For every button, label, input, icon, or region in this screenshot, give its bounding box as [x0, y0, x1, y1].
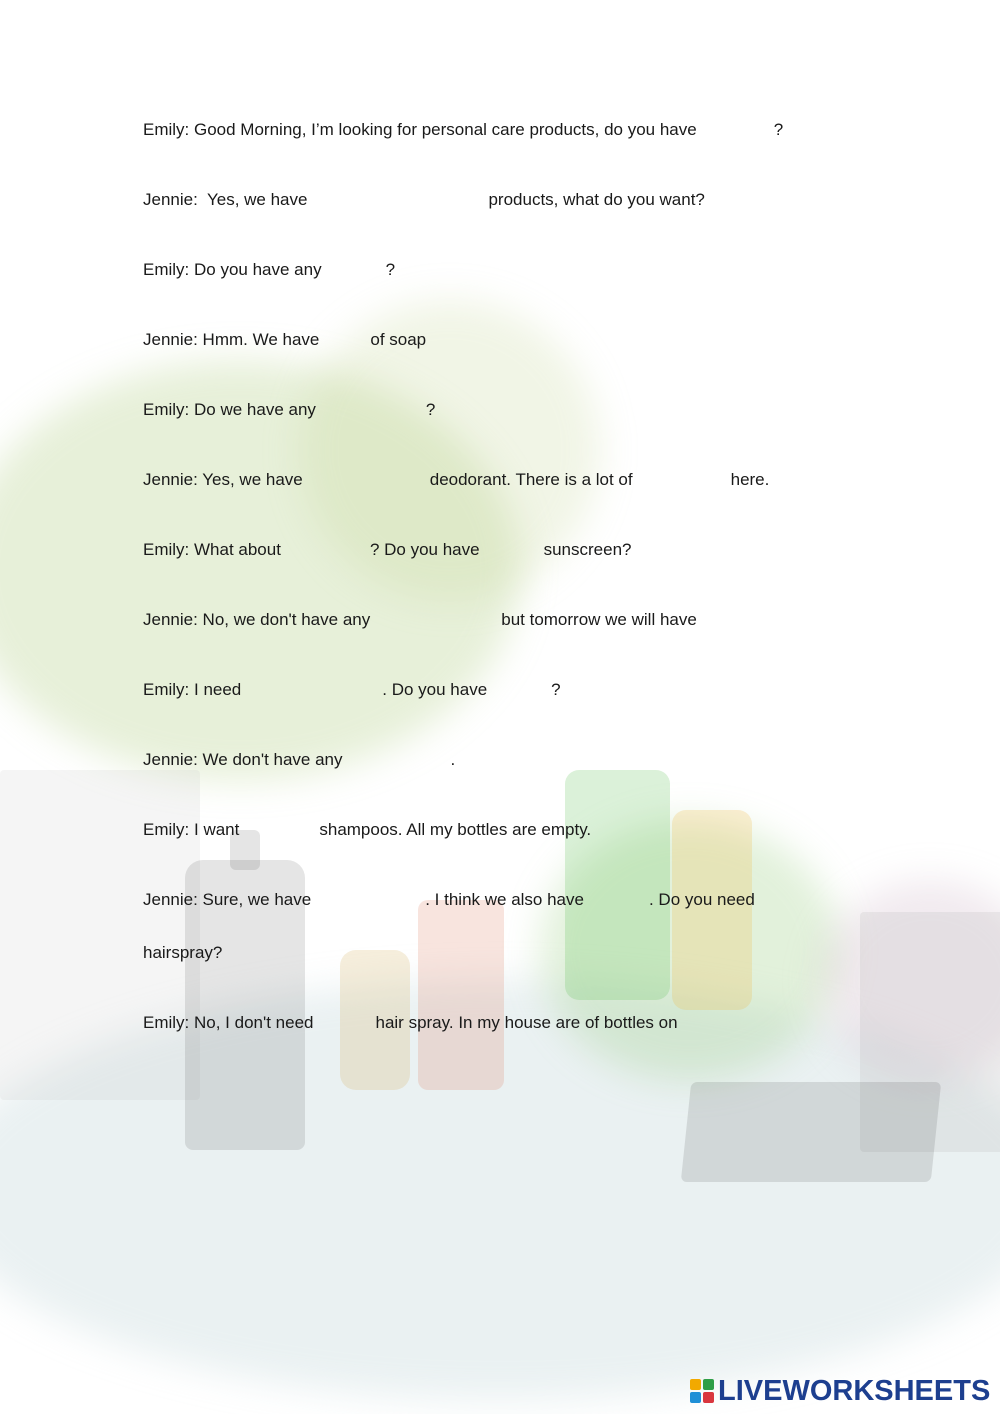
line-text: ? [425, 400, 436, 419]
line-text: . [450, 750, 456, 769]
line-text: . Do you have [382, 680, 488, 699]
dialogue-line [143, 890, 755, 910]
line-text: Emily: No, I don't need [143, 1013, 314, 1032]
dialogue-line [143, 260, 395, 280]
dialogue-line [143, 750, 455, 770]
line-text: here. [730, 470, 770, 489]
line-text: . Do you need [648, 890, 755, 909]
dialogue-line [143, 610, 767, 630]
dialogue-line [143, 540, 631, 560]
brand-name: LIVEWORKSHEETS [718, 1374, 991, 1407]
line-text: hair spray. In my house are of bottles on [375, 1013, 678, 1032]
line-text: but tomorrow we will have [501, 610, 697, 629]
dialogue-line [143, 1013, 678, 1033]
dialogue-line [143, 120, 783, 140]
line-text: ? Do you have [369, 540, 480, 559]
line-text: Emily: Do you have any [143, 260, 322, 279]
line-text: Jennie: We don't have any [143, 750, 343, 769]
line-text: hairspray? [143, 943, 223, 962]
dialogue-line [143, 190, 705, 210]
dialogue-line [143, 470, 769, 490]
line-text: Emily: What about [143, 540, 281, 559]
logo-squares-icon [690, 1379, 714, 1403]
liveworksheets-logo [690, 1374, 990, 1408]
line-text: products, what do you want? [488, 190, 705, 209]
line-text: Jennie: Hmm. We have [143, 330, 320, 349]
line-text: shampoos. All my bottles are empty. [319, 820, 592, 839]
dialogue-line [143, 820, 591, 840]
line-text: . I think we also have [425, 890, 584, 909]
line-text: Jennie: Sure, we have [143, 890, 312, 909]
line-text: ? [385, 260, 396, 279]
line-text: Emily: Do we have any [143, 400, 316, 419]
line-text: Jennie: Yes, we have [143, 190, 308, 209]
dialogue-line [143, 400, 435, 420]
line-text: ? [773, 120, 784, 139]
dialogue-line [143, 943, 222, 963]
line-text: Jennie: No, we don't have any [143, 610, 371, 629]
line-text: Jennie: Yes, we have [143, 470, 303, 489]
line-text: Emily: I want [143, 820, 240, 839]
line-text: of soap [370, 330, 427, 349]
line-text: ? [551, 680, 561, 699]
dialogue-line [143, 330, 426, 350]
line-text: sunscreen? [543, 540, 632, 559]
line-text: deodorant. There is a lot of [429, 470, 633, 489]
line-text: Emily: I need [143, 680, 242, 699]
dialogue-line [143, 680, 561, 700]
line-text: Emily: Good Morning, I’m looking for personal care products, do you have [143, 120, 697, 139]
